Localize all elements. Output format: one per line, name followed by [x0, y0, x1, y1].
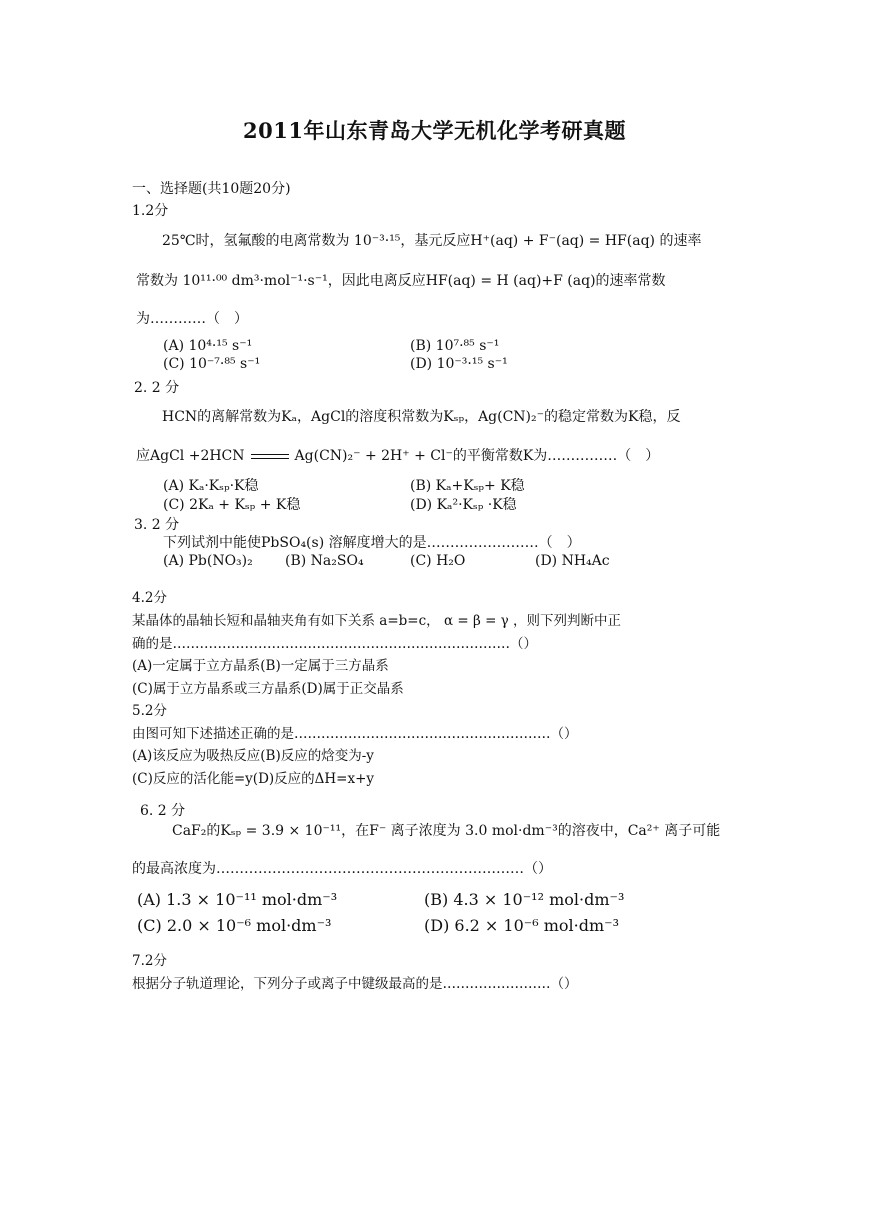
q2-option-d: (D) Kₐ²·Kₛₚ ·K稳	[410, 497, 517, 513]
section-heading: 一、选择题(共10题20分)	[132, 181, 291, 197]
q1-line1: 25℃时，氢氟酸的电离常数为 10⁻³·¹⁵，基元反应H⁺(aq) + F⁻(aq) = HF(aq) 的速率	[162, 233, 702, 249]
q2-line2-products: Ag(CN)₂⁻ + 2H⁺ + Cl⁻的平衡常数K为……………（ ）	[294, 448, 660, 464]
q1-label: 1.2分	[132, 203, 169, 219]
q6-option-a: (A) 1.3 × 10⁻¹¹ mol·dm⁻³	[137, 890, 338, 909]
q1-option-b: (B) 10⁷·⁸⁵ s⁻¹	[410, 338, 500, 354]
q6-line2: 的最高浓度为…………………………………………………………（）	[132, 861, 552, 877]
q2-label: 2. 2 分	[134, 380, 180, 396]
q5-label: 5.2分	[132, 703, 167, 719]
q5-options-1: (A)该反应为吸热反应(B)反应的焓变为-y	[132, 748, 374, 764]
q6-option-d: (D) 6.2 × 10⁻⁶ mol·dm⁻³	[424, 916, 620, 935]
q5-options-2: (C)反应的活化能=y(D)反应的ΔH=x+y	[132, 771, 375, 787]
q1-line2: 常数为 10¹¹·⁰⁰ dm³·mol⁻¹·s⁻¹，因此电离反应HF(aq) = H (aq)+F (aq)的速率常数	[136, 273, 666, 289]
q2-option-c: (C) 2Kₐ + Kₛₚ + K稳	[163, 497, 301, 513]
q6-label: 6. 2 分	[140, 803, 186, 819]
q3-line1: 下列试剂中能使PbSO₄(s) 溶解度增大的是……………………（ ）	[163, 535, 581, 551]
q2-option-a: (A) Kₐ·Kₛₚ·K稳	[163, 478, 259, 494]
q4-options-2: (C)属于立方晶系或三方晶系(D)属于正交晶系	[132, 681, 404, 697]
page-title: 2011年山东青岛大学无机化学考研真题	[243, 118, 626, 143]
q6-line1: CaF₂的Kₛₚ = 3.9 × 10⁻¹¹，在F⁻ 离子浓度为 3.0 mol·dm⁻³的溶夜中，Ca²⁺ 离子可能	[172, 823, 721, 839]
q4-label: 4.2分	[132, 590, 167, 606]
q3-option-a: (A) Pb(NO₃)₂	[163, 553, 253, 569]
q2-line1: HCN的离解常数为Kₐ，AgCl的溶度积常数为Kₛₚ，Ag(CN)₂⁻的稳定常数为K稳，反	[162, 409, 681, 425]
q5-line1: 由图可知下述描述正确的是…………………………………………………（）	[132, 726, 578, 742]
q3-option-b: (B) Na₂SO₄	[285, 553, 364, 569]
q1-option-c: (C) 10⁻⁷·⁸⁵ s⁻¹	[163, 356, 261, 372]
q1-option-d: (D) 10⁻³·¹⁵ s⁻¹	[410, 356, 508, 372]
q4-line1: 某晶体的晶轴长短和晶轴夹角有如下关系 a=b=c， α = β = γ ，则下列判断中正	[132, 613, 622, 629]
q4-line2: 确的是…………………………………………………………………（）	[132, 636, 537, 652]
q6-option-b: (B) 4.3 × 10⁻¹² mol·dm⁻³	[424, 890, 625, 909]
q7-line1: 根据分子轨道理论，下列分子或离子中键级最高的是……………………（）	[132, 976, 578, 992]
equilibrium-arrow-icon	[251, 452, 289, 460]
q2-option-b: (B) Kₐ+Kₛₚ+ K稳	[410, 478, 525, 494]
q3-option-d: (D) NH₄Ac	[535, 553, 610, 569]
q2-line2-reactants: 应AgCl +2HCN	[136, 448, 245, 464]
q4-options-1: (A)一定属于立方晶系(B)一定属于三方晶系	[132, 658, 389, 674]
q7-label: 7.2分	[132, 953, 167, 969]
q3-option-c: (C) H₂O	[410, 553, 466, 569]
q2-line2	[136, 445, 659, 465]
q1-option-a: (A) 10⁴·¹⁵ s⁻¹	[163, 338, 253, 354]
q3-label: 3. 2 分	[134, 517, 180, 533]
q1-line3: 为…………（ ）	[136, 311, 248, 327]
q6-option-c: (C) 2.0 × 10⁻⁶ mol·dm⁻³	[137, 916, 332, 935]
